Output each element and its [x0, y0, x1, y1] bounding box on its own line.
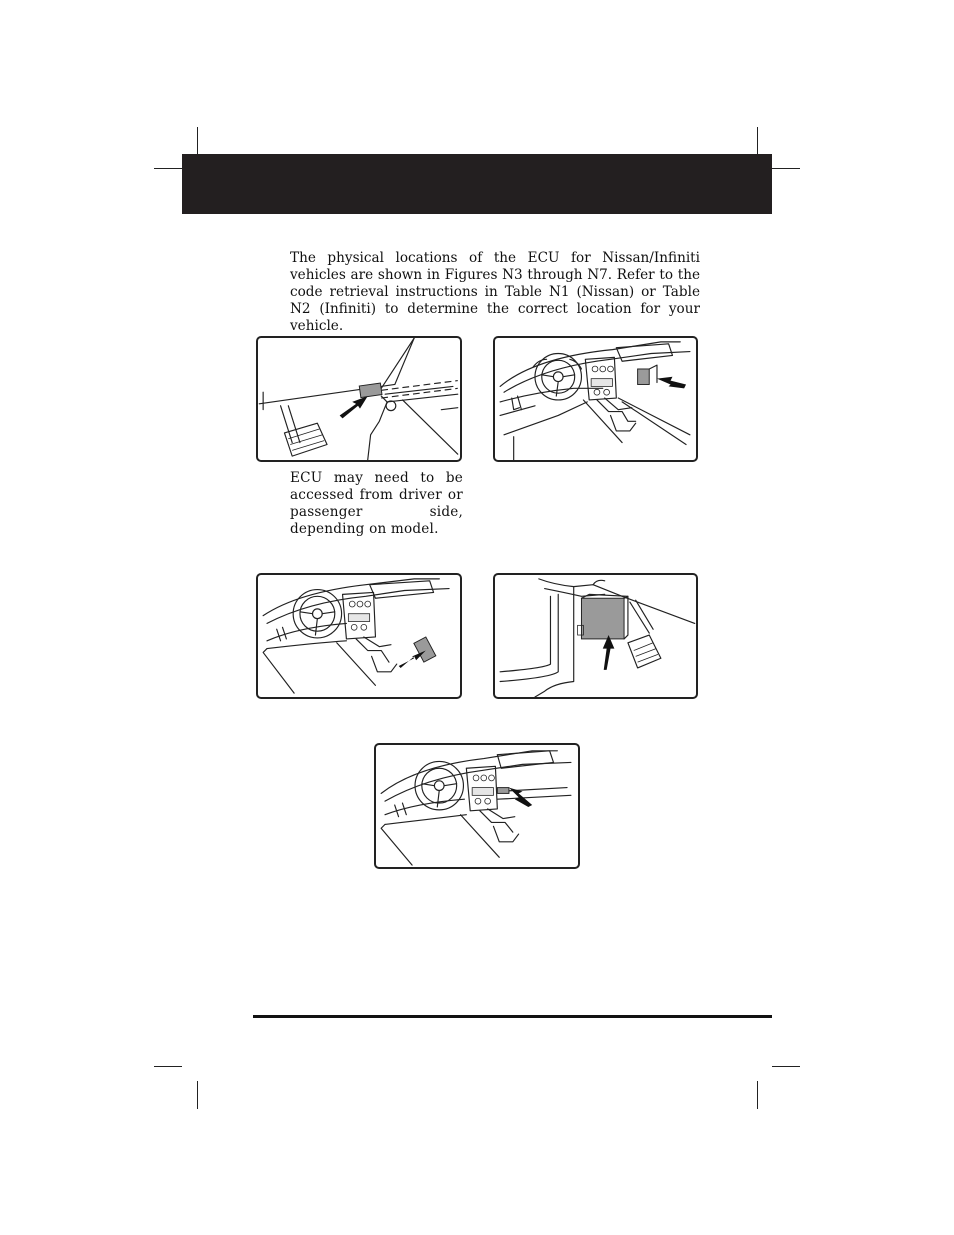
figure-n4 [493, 336, 698, 462]
figure-n7 [374, 743, 580, 869]
figure-n3 [256, 336, 462, 462]
crop-mark [757, 127, 758, 155]
ecu-center-console-floor-illustration-icon [258, 575, 460, 697]
crop-mark [197, 127, 198, 155]
crop-mark [757, 1081, 758, 1109]
intro-paragraph: The physical locations of the ECU for Nissan/Infiniti vehicles are shown in Figures N3 through N7. Refer to the code retrieval instructions in Table N1 (Nissan) or Table N2 (Infiniti) to determine the correct location for your vehicle. [290, 250, 700, 334]
crop-mark [197, 1081, 198, 1109]
figure-n6 [493, 573, 698, 699]
crop-mark [154, 1066, 182, 1067]
ecu-under-driver-dash-illustration-icon [495, 575, 696, 697]
ecu-behind-center-stack-illustration-icon [376, 745, 578, 867]
crop-mark [154, 168, 182, 169]
footer-rule [253, 1015, 772, 1018]
ecu-behind-kick-panel-illustration-icon [258, 338, 460, 460]
figure-n5 [256, 573, 462, 699]
crop-mark [772, 1066, 800, 1067]
header-bar [182, 154, 772, 214]
ecu-passenger-dash-illustration-icon [495, 338, 696, 460]
figure-n3-caption: ECU may need to be accessed from driver or passenger side, depending on model. [290, 470, 463, 537]
crop-mark [772, 168, 800, 169]
